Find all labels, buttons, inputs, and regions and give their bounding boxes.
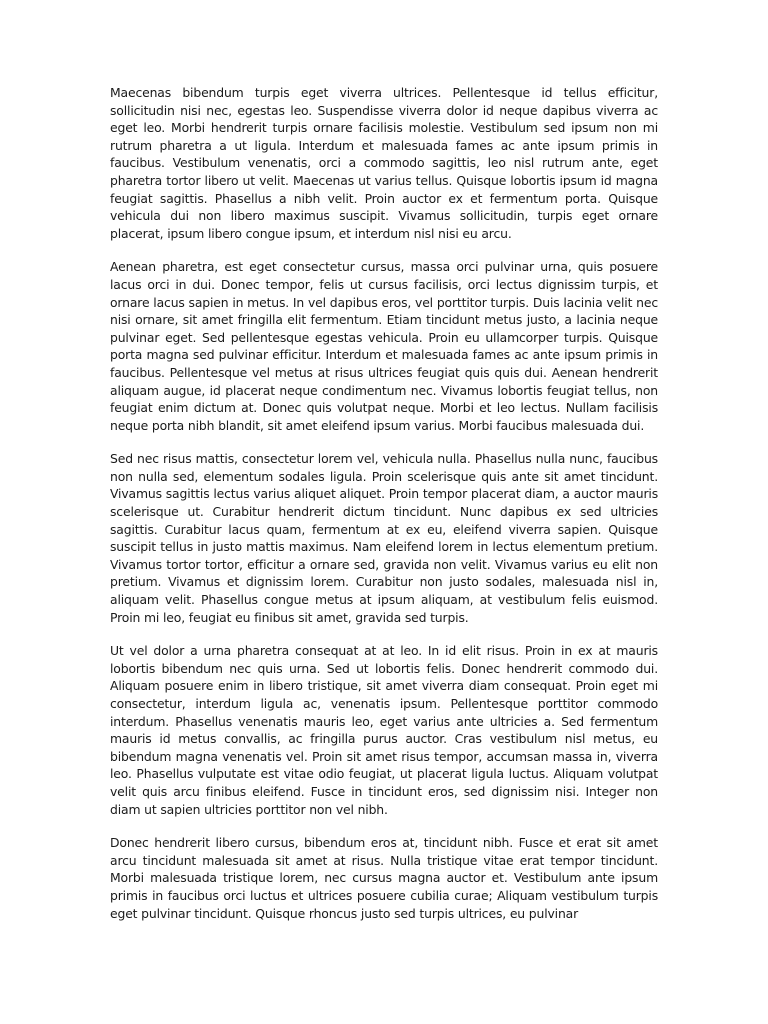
paragraph-5: Donec hendrerit libero cursus, bibendum eros at, tincidunt nibh. Fusce et erat sit amet arcu tincidunt malesuada sit amet at risus. Nulla tristique vitae erat tempor tincidunt. Morbi malesuada tristique lorem, nec cursus magna auctor et. Vestibulum ante ipsum primis in faucibus orci luctus et ultrices posuere cubilia curae; Aliquam vestibulum turpis eget pulvinar tincidunt. Quisque rhoncus justo sed turpis ultrices, eu pulvinar — [110, 835, 658, 921]
paragraph-1: Maecenas bibendum turpis eget viverra ultrices. Pellentesque id tellus efficitur, sollicitudin nisi nec, egestas leo. Suspendisse viverra dolor id neque dapibus viverra ac eget leo. Morbi hendrerit turpis ornare facilisis molestie. Vestibulum sed ipsum non mi rutrum pharetra a ut ligula. Interdum et malesuada fames ac ante ipsum primis in faucibus. Vestibulum venenatis, orci a commodo sagittis, leo nisl rutrum ante, eget pharetra tortor libero ut velit. Maecenas ut varius tellus. Quisque lobortis ipsum id magna feugiat sagittis. Phasellus a nibh velit. Proin auctor ex et fermentum porta. Quisque vehicula dui non libero maximus suscipit. Vivamus sollicitudin, turpis eget ornare placerat, ipsum libero congue ipsum, et interdum nisl nisi eu arcu. — [110, 85, 658, 241]
paragraph-3: Sed nec risus mattis, consectetur lorem vel, vehicula nulla. Phasellus nulla nunc, faucibus non nulla sed, elementum sodales ligula. Proin scelerisque quis ante sit amet tincidunt. Vivamus sagittis lectus varius aliquet aliquet. Proin tempor placerat diam, a auctor mauris scelerisque ut. Curabitur hendrerit dictum tincidunt. Nunc dapibus ex sed ultricies sagittis. Curabitur lacus quam, fermentum at ex eu, eleifend viverra sapien. Quisque suscipit tellus in justo mattis maximus. Nam eleifend lorem in lectus elementum pretium. Vivamus tortor tortor, efficitur a ornare sed, gravida non velit. Vivamus varius eu elit non pretium. Vivamus et dignissim lorem. Curabitur non justo sodales, malesuada nisl in, aliquam velit. Phasellus congue metus at ipsum aliquam, at vestibulum felis euismod. Proin mi leo, feugiat eu finibus sit amet, gravida sed turpis. — [110, 451, 658, 625]
document-body — [110, 84, 658, 934]
paragraph-2: Aenean pharetra, est eget consectetur cursus, massa orci pulvinar urna, quis posuere lacus orci in dui. Donec tempor, felis ut cursus facilisis, orci lectus dignissim turpis, et ornare lacus sapien in metus. In vel dapibus eros, vel porttitor turpis. Duis lacinia velit nec nisi ornare, sit amet fringilla elit fermentum. Etiam tincidunt metus justo, a lacinia neque pulvinar eget. Sed pellentesque egestas vehicula. Proin eu ullamcorper turpis. Quisque porta magna sed pulvinar efficitur. Interdum et malesuada fames ac ante ipsum primis in faucibus. Pellentesque vel metus at risus ultrices feugiat quis quis dui. Aenean hendrerit aliquam augue, id placerat neque condimentum nec. Vivamus lobortis feugiat tellus, non feugiat enim dictum at. Donec quis volutpat neque. Morbi et leo lectus. Nullam facilisis neque porta nibh blandit, sit amet eleifend ipsum varius. Morbi faucibus malesuada dui. — [110, 259, 658, 433]
paragraph-4: Ut vel dolor a urna pharetra consequat at at leo. In id elit risus. Proin in ex at mauris lobortis bibendum nec quis urna. Sed ut lobortis felis. Donec hendrerit commodo dui. Aliquam posuere enim in libero tristique, sit amet viverra diam consequat. Proin eget mi consectetur, interdum ligula ac, venenatis ipsum. Pellentesque porttitor commodo interdum. Phasellus venenatis mauris leo, eget varius ante ultricies a. Sed fermentum mauris id metus convallis, ac fringilla purus auctor. Cras vestibulum nisl metus, eu bibendum magna venenatis vel. Proin sit amet risus tempor, accumsan massa in, viverra leo. Phasellus vulputate est vitae odio feugiat, ut placerat ligula luctus. Aliquam volutpat velit quis arcu finibus eleifend. Fusce in tincidunt eros, sed dignissim nisi. Integer non diam ut sapien ultricies porttitor non vel nibh. — [110, 643, 658, 817]
